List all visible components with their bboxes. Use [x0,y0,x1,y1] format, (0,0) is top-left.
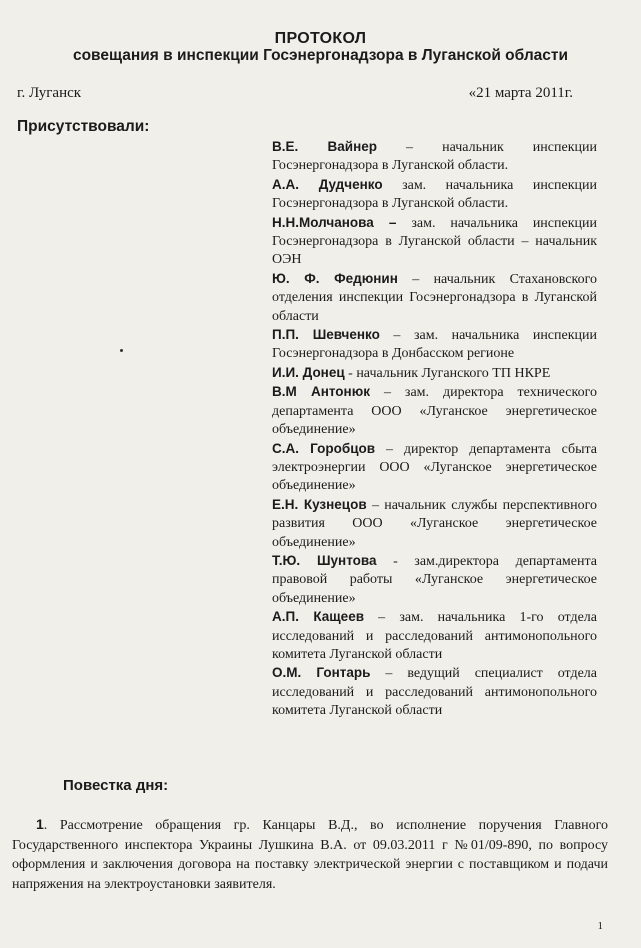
attendee-role: – зам. начальника 1-го отдела исследований и расследований антимонопольного комитета Луганской области [272,610,597,662]
document-subtitle: совещания в инспекции Госэнергонадзора в Луганской области [72,47,569,64]
attendee-role: – директор департамента сбыта электроэнергии ООО «Луганское энергетическое объединение» [272,441,597,494]
attendee-entry [272,214,597,270]
attendee-entry [272,440,597,496]
attendee-name: А.П. Кащеев [272,609,364,625]
page-number: 1 [597,920,603,932]
attendee-entry [272,552,597,608]
attendee-name: Т.Ю. Шунтова [272,552,377,568]
present-label: Присутствовали: [17,118,150,135]
attendee-role: - зам.директора департамента правовой работы «Луганское энергетическое объединение» [272,553,598,606]
attendee-entry [272,176,597,214]
attendee-name: В.Е. Вайнер [272,139,378,154]
attendee-name: Е.Н. Кузнецов [272,496,367,512]
attendee-role: – начальник службы перспективного развития ООО «Луганское энергетическое объединение» [272,497,597,550]
attendee-name: Ю. Ф. Федюнин [272,270,398,286]
attendee-entry [272,496,597,552]
attendee-name: П.П. Шевченко [272,327,380,343]
agenda-label: Повестка дня: [63,777,169,794]
attendee-role: – начальник инспекции Госэнергонадзора в Луганской области. [272,140,597,174]
attendee-name: С.А. Горобцов [272,440,376,456]
attendee-name: А.А. Дудченко [272,176,383,192]
attendee-entry [272,608,597,664]
attendee-role: – зам. начальника инспекции Госэнергонадзора в Донбасском регионе [272,328,598,362]
attendee-entry [272,326,597,364]
attendee-entry [272,270,597,326]
attendee-entry [272,664,597,720]
attendee-name: В.М Антонюк [272,384,370,400]
attendee-role: - начальник Луганского ТП НКРЕ [344,365,551,381]
attendee-role: зам. начальника инспекции Госэнергонадзора в Луганской области. [272,177,598,212]
attendee-role: зам. начальника инспекции Госэнергонадзора в Луганской области – начальник ОЭН [272,215,597,268]
attendee-entry [272,364,597,383]
attendee-name: О.М. Гонтарь [272,665,371,681]
document-city: г. Луганск [17,85,82,101]
attendee-name: И.И. Донец [272,364,345,380]
attendee-entry [272,138,597,176]
attendee-role: – зам. директора технического департамента ООО «Луганское энергетическое объединение» [272,385,597,438]
attendee-name: Н.Н.Молчанова – [272,214,412,230]
attendee-role: – ведущий специалист отдела исследований и расследований антимонопольного комитета Луганской области [272,666,597,719]
document-date: «21 марта 2011г. [468,85,573,101]
attendee-entry [272,383,597,439]
agenda-item-number: 1 [36,816,44,832]
attendee-role: – начальник Стахановского отделения инспекции Госэнергонадзора в Луганской области [272,271,597,324]
document-title: ПРОТОКОЛ [274,30,367,47]
agenda-item-text: . Рассмотрение обращения гр. Канцары В.Д., во исполнение поручения Главного Государственного инспектора Украины Лушкина В.А. от 09.03.2011 г №01/09-890, по вопросу оформления и заключения договора на поставку электрической энергии с поставщиком и подачи напряжения на электроустановки заявителя. [12,818,608,892]
agenda-item [12,815,608,894]
scan-speck [120,349,123,352]
attendee-list [272,138,597,721]
